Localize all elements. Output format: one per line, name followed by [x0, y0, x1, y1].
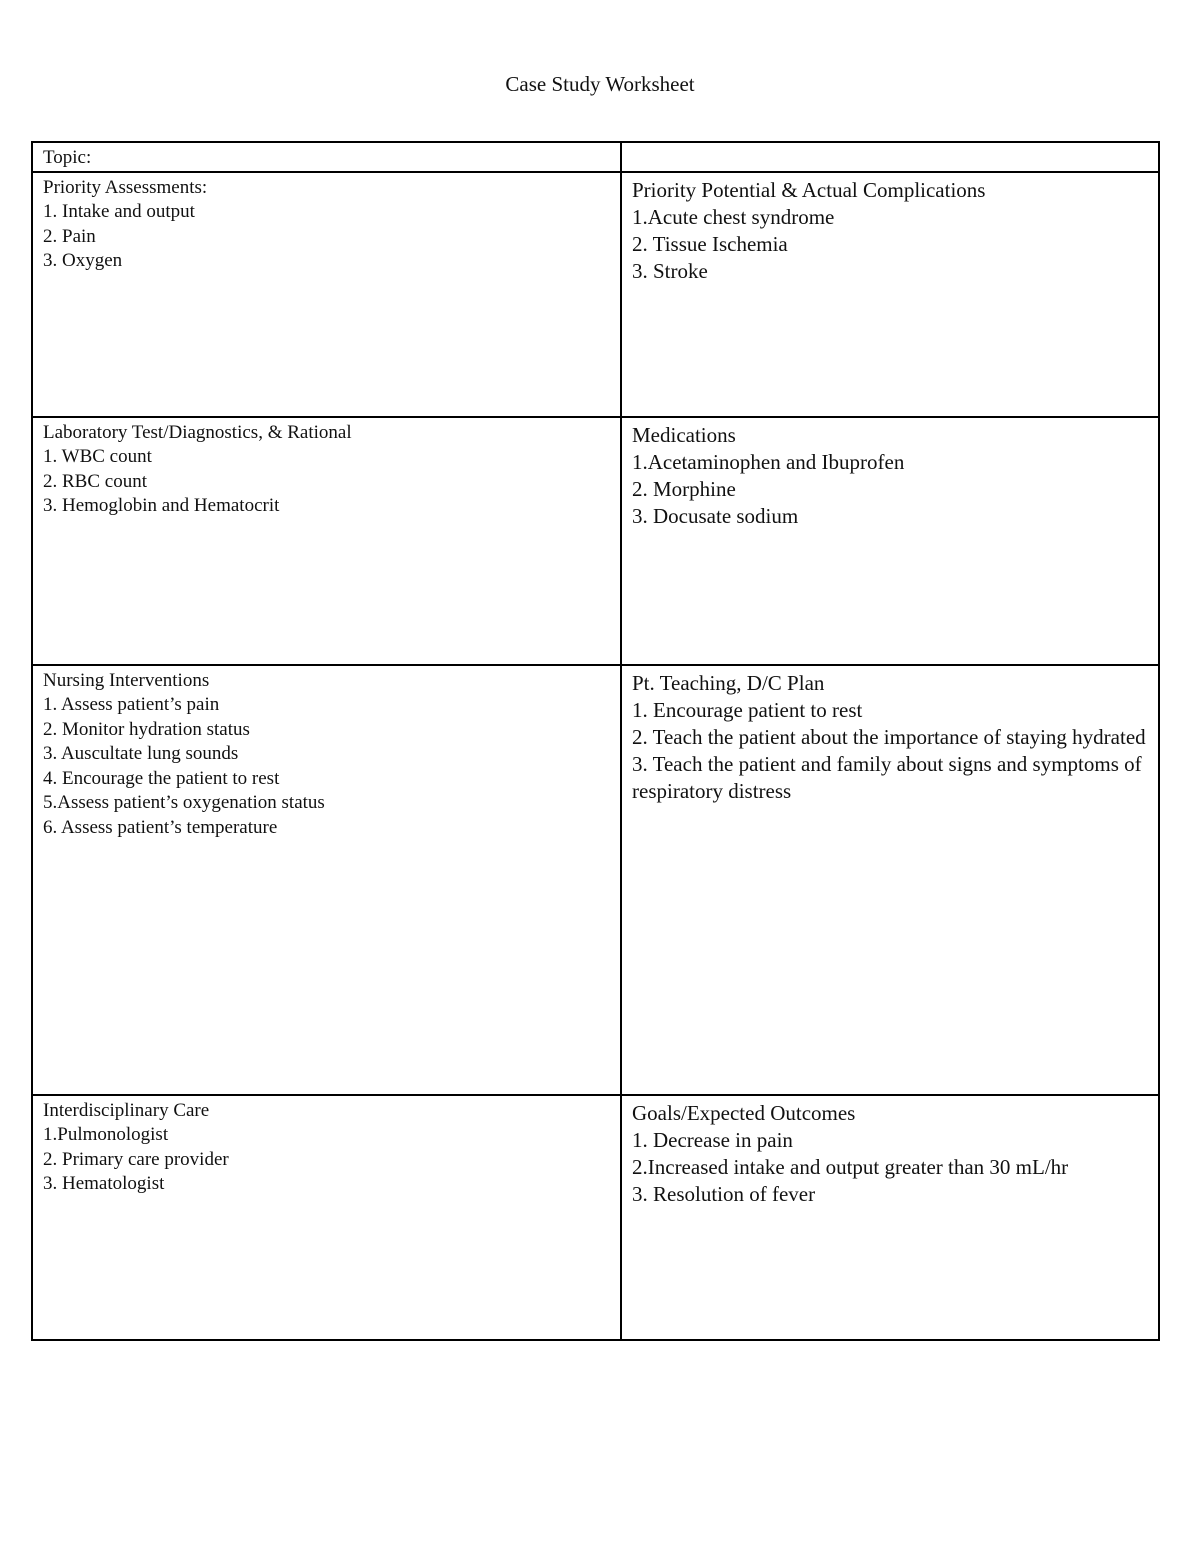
list-item: 3. Oxygen — [43, 250, 123, 271]
list-item: 1.Acetaminophen and Ibuprofen — [632, 449, 905, 474]
row-lab — [32, 417, 1159, 665]
worksheet-table — [31, 141, 1160, 1341]
priority-assessments-heading: Priority Assessments: — [43, 176, 208, 198]
list-item: 2.Increased intake and output greater than 30 mL/hr — [632, 1154, 1069, 1179]
list-item: 2. Primary care provider — [43, 1148, 229, 1170]
list-item: 5.Assess patient’s oxygenation status — [43, 792, 325, 813]
row-interventions — [32, 665, 1159, 1095]
goals-list — [632, 1127, 1148, 1208]
complications-cell — [621, 172, 1159, 417]
list-item: 1. Decrease in pain — [632, 1127, 793, 1152]
list-item: 4. Encourage the patient to rest — [43, 767, 280, 789]
priority-assessments-list — [43, 200, 610, 274]
list-item: 6. Assess patient’s temperature — [43, 816, 278, 838]
row-assessments — [32, 172, 1159, 417]
list-item: 2. Monitor hydration status — [43, 718, 250, 740]
interdisciplinary-heading: Interdisciplinary Care — [43, 1099, 210, 1121]
complications-list — [632, 204, 1148, 285]
interdisciplinary-cell — [32, 1095, 621, 1340]
list-item: 3. Stroke — [632, 258, 708, 283]
complications-heading: Priority Potential & Actual Complications — [632, 177, 986, 202]
medications-list — [632, 449, 1148, 530]
list-item: 3. Hematologist — [43, 1173, 165, 1194]
list-item: 3. Auscultate lung sounds — [43, 743, 239, 764]
list-item: 1. WBC count — [43, 446, 152, 467]
teaching-list — [632, 697, 1148, 805]
nursing-interventions-heading: Nursing Interventions — [43, 669, 210, 691]
laboratory-list — [43, 445, 610, 519]
list-item: 3. Hemoglobin and Hematocrit — [43, 495, 280, 516]
list-item: 1.Pulmonologist — [43, 1124, 169, 1145]
list-item: 2. Morphine — [632, 476, 736, 501]
topic-value-cell — [621, 142, 1159, 172]
topic-row — [32, 142, 1159, 172]
laboratory-cell — [32, 417, 621, 665]
row-interdisciplinary — [32, 1095, 1159, 1340]
goals-heading: Goals/Expected Outcomes — [632, 1100, 856, 1125]
teaching-cell — [621, 665, 1159, 1095]
priority-assessments-cell — [32, 172, 621, 417]
medications-cell — [621, 417, 1159, 665]
list-item: 3. Teach the patient and family about signs and symptoms of respiratory distress — [632, 751, 1142, 803]
document-title: Case Study Worksheet — [505, 72, 695, 96]
list-item: 1. Intake and output — [43, 201, 195, 222]
list-item: 2. Tissue Ischemia — [632, 231, 788, 256]
nursing-interventions-list — [43, 693, 610, 840]
list-item: 1. Encourage patient to rest — [632, 697, 863, 722]
list-item: 3. Resolution of fever — [632, 1181, 816, 1206]
topic-label: Topic: — [43, 147, 92, 168]
nursing-interventions-cell — [32, 665, 621, 1095]
topic-cell — [32, 142, 621, 172]
list-item: 3. Docusate sodium — [632, 503, 799, 528]
list-item: 1.Acute chest syndrome — [632, 204, 835, 229]
medications-heading: Medications — [632, 422, 736, 447]
interdisciplinary-list — [43, 1123, 610, 1197]
list-item: 2. RBC count — [43, 470, 147, 492]
teaching-heading: Pt. Teaching, D/C Plan — [632, 670, 825, 695]
list-item: 2. Teach the patient about the importance of staying hydrated — [632, 724, 1146, 749]
list-item: 1. Assess patient’s pain — [43, 694, 220, 715]
goals-cell — [621, 1095, 1159, 1340]
laboratory-heading: Laboratory Test/Diagnostics, & Rational — [43, 421, 352, 443]
list-item: 2. Pain — [43, 225, 96, 247]
